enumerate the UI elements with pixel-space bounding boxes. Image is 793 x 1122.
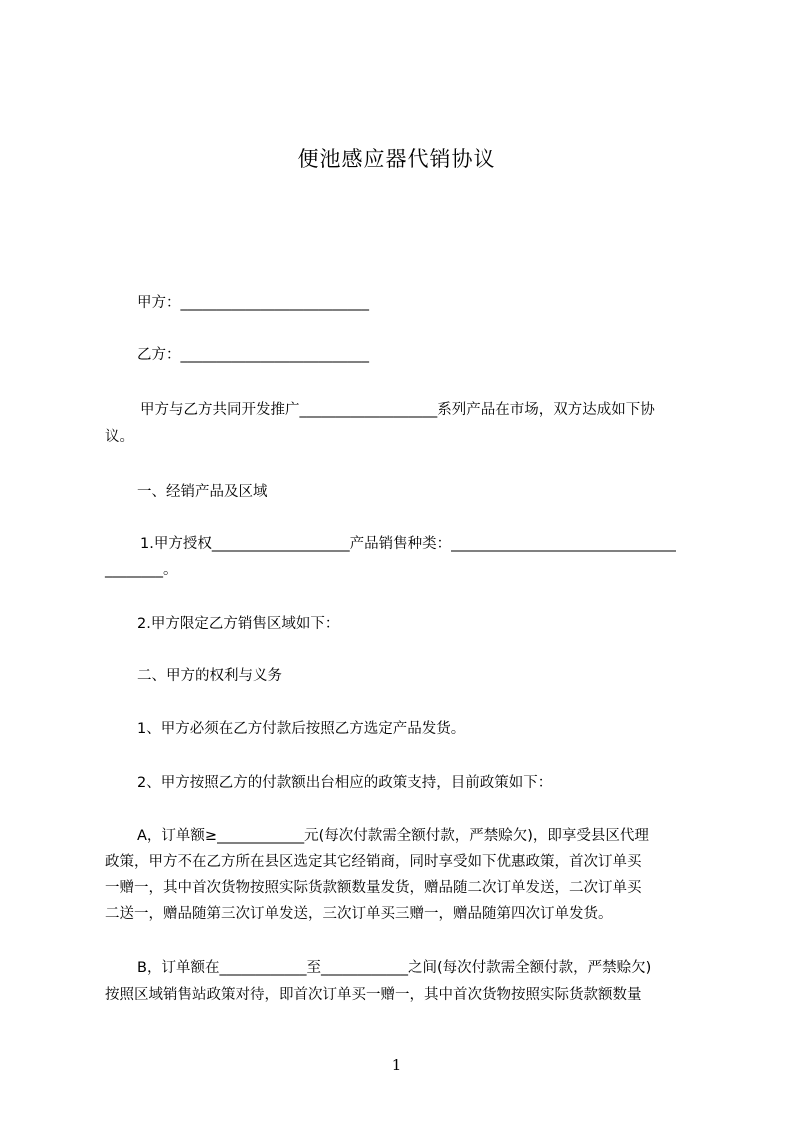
section2-heading: 二、甲方的权利与义务	[137, 668, 282, 684]
clause-a-line-1: A，订单额≥____________元(每次付款需全额付款，严禁赊欠)，即享受县区代理	[137, 828, 649, 844]
intro-line-1: 甲方与乙方共同开发推广___________________系列产品在市场，双方达成如下协	[140, 402, 655, 418]
section2-item2: 2、甲方按照乙方的付款额出台相应的政策支持，目前政策如下：	[137, 775, 553, 791]
clause-a-line-3: 一赠一，其中首次货物按照实际货款额数量发货，赠品随二次订单发送，二次订单买	[105, 880, 642, 896]
section1-item1-line-1: 1.甲方授权___________________产品销售种类：_______________________________	[140, 536, 676, 552]
document-title: 便池感应器代销协议	[297, 147, 496, 171]
clause-a-line-4: 二送一，赠品随第三次订单发送，三次订单买三赠一，赠品随第四次订单发货。	[105, 906, 613, 922]
clause-b-line-1: B，订单额在____________至____________之间(每次付款需全额付款，严禁赊欠)	[137, 960, 652, 976]
section1-heading: 一、经销产品及区域	[137, 484, 268, 500]
clause-b-line-2: 按照区域销售站政策对待，即首次订单买一赠一，其中首次货物按照实际货款额数量	[105, 987, 642, 1003]
section1-item2: 2.甲方限定乙方销售区域如下：	[137, 616, 340, 632]
section1-item1-line-2: ________。	[105, 562, 178, 578]
intro-line-2: 议。	[105, 429, 134, 445]
page-number: 1	[391, 1056, 402, 1074]
party-b-line: 乙方：__________________________	[137, 347, 369, 363]
section2-item1: 1、甲方必须在乙方付款后按照乙方选定产品发货。	[137, 721, 466, 737]
clause-a-line-2: 政策，甲方不在乙方所在县区选定其它经销商，同时享受如下优惠政策，首次订单买	[105, 854, 642, 870]
party-a-line: 甲方：__________________________	[137, 295, 369, 311]
